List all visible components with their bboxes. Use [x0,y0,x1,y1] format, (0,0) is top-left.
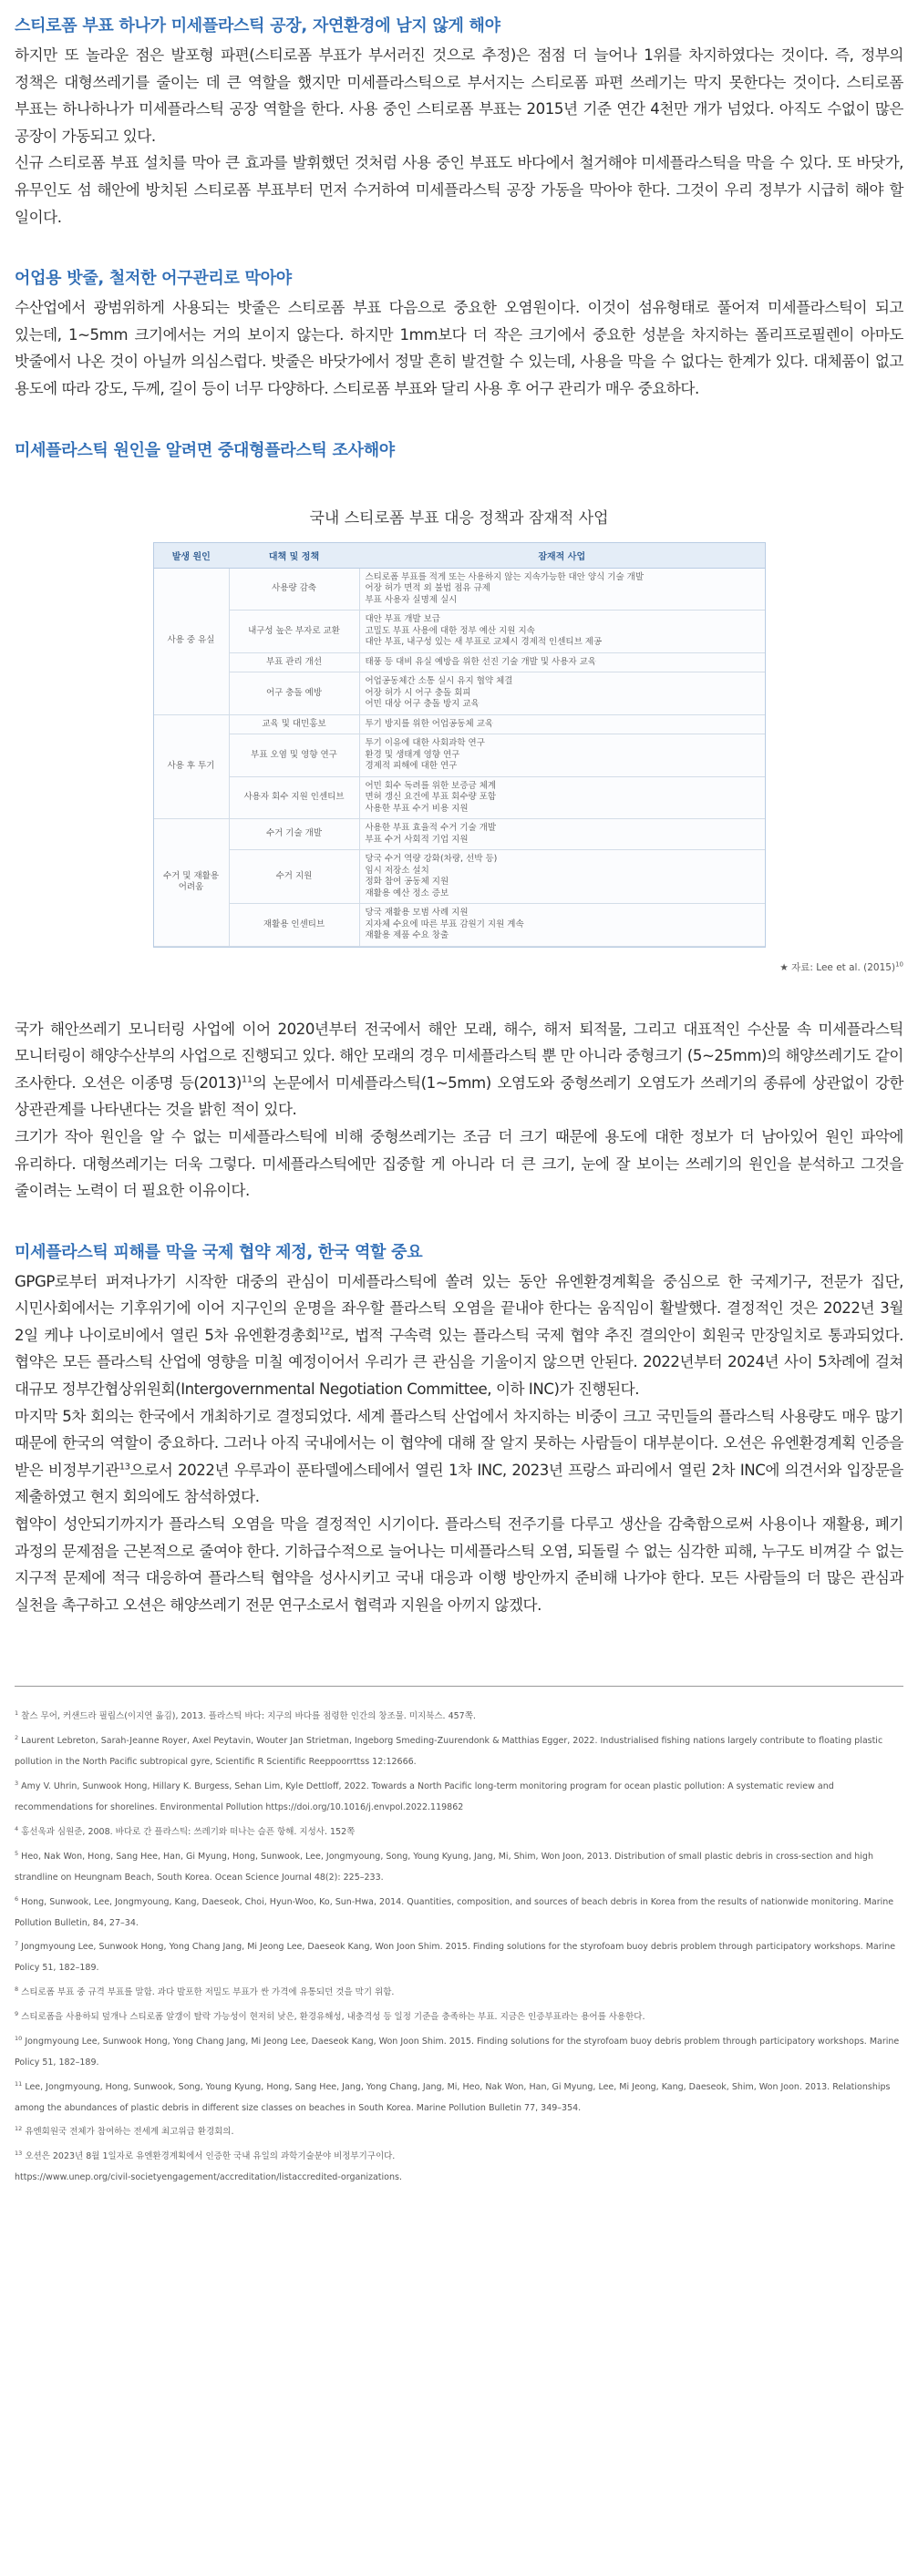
footnote-number: 8 [15,1986,19,1994]
footnote-text: Amy V. Uhrin, Sunwook Hong, Hillary K. Burgess, Sehan Lim, Kyle Dettloff, 2022. Towards a North Pacific long-term monitoring program for ocean plastic pollution: A systematic review and recommendations for shorelines. Environmental Pollution https://doi.org/10.1016/j.envpol.2022.119862 [15,1781,834,1813]
paragraph: 국가 해안쓰레기 모니터링 사업에 이어 2020년부터 전국에서 해안 모래, 해수, 해저 퇴적물, 그리고 대표적인 수산물 속 미세플라스틱 모니터링이 해양수산부의 사업으로 진행되고 있다. 해안 모래의 경우 미세플라스틱 뿐 만 아니라 중형크기 (5~25mm)의 해양쓰레기도 같이 조사한다. 오션은 이종명 등(2013)$^{11}$의 논문에서 미세플라스틱(1~5mm) 오염도와 중형쓰레기 오염도가 쓰레기의 종류에 상관없이 강한 상관관계를 나타낸다는 것을 밝힌 적이 있다. [15,1020,903,1119]
footnote-number: 12 [15,2125,23,2133]
policy-table [154,543,765,947]
footnote-number: 7 [15,1940,19,1948]
section-heading: 미세플라스틱 원인을 알려면 중대형플라스틱 조사해야 [15,440,395,460]
footnote-ref[interactable]: 11 [241,1074,253,1085]
table-cell-projects: 어민 회수 독려를 위한 보증금 체계 면허 갱신 요건에 부표 회수량 포함 사용한 부표 수거 비용 지원 [359,776,765,819]
footnote-number: 9 [15,2010,19,2018]
footnote-text: Lee, Jongmyoung, Hong, Sunwook, Song, Young Kyung, Hong, Sang Hee, Jang, Yong Chang, Jang, Mi, Heo, Nak Won, Han, Gi Myung, Lee, Mi Jeong, Kang, Daeseok, Shim, Won Joon. 2013. Relationships among the abundances of plastic debris in different size classes on beaches in South Korea. Marine Pollution Bulletin 77, 349–354. [15,2081,891,2113]
footnote-item [15,2074,903,2119]
footnote-number: 4 [15,1824,19,1832]
table-header-policy: 대책 및 정책 [229,543,359,569]
paragraph: 수산업에서 광범위하게 사용되는 밧줄은 스티로폼 부표 다음으로 중요한 오염원이다. 이것이 섬유형태로 풀어져 미세플라스틱이 되고 있는데, 1~5mm 크기에서는 거의 보이지 않는다. 하지만 1mm보다 더 작은 크기에서 중요한 성분을 차지하는 폴리프로필렌이 아마도 밧줄에서 나온 것이 아닐까 의심스럽다. 밧줄은 바닷가에서 정말 흔히 발견할 수 있는데, 사용을 막을 수 없다는 한계가 있다. 대체품이 없고 용도에 따라 강도, 두께, 길이 등이 너무 다양하다. 스티로폼 부표와 달리 사용 후 어구 관리가 매우 중요하다. [15,299,903,397]
footnote-item [15,1703,903,1728]
footnote-number: 2 [15,1734,19,1742]
footnote-item [15,1889,903,1935]
table-cell-projects: 사용한 부표 효율적 수거 기술 개발 부표 수거 사회적 기업 지원 [359,819,765,850]
table-cell-projects: 어업공동체간 소통 실시 유지 협약 체결 어장 허가 시 어구 충돌 회피 어민 대상 어구 충돌 방지 교육 [359,672,765,715]
figure-source-label: ★ 자료: Lee et al. (2015) [779,961,896,973]
footnote-number: 10 [15,2034,23,2042]
footnote-text: 스티로폼을 사용하되 덮개나 스티로폼 알갱이 탈락 가능성이 현저히 낮은, 환경유해성, 내충격성 등 일정 기준을 충족하는 부표. 지금은 인증부표라는 용어를 사용한다. [21,2012,645,2023]
table-cell-policy: 수거 지원 [229,850,359,904]
table-cell-cause: 수거 및 재활용 어려움 [154,819,230,947]
footnote-item [15,1728,903,1773]
table-cell-projects: 스티로폼 부표를 적게 또는 사용하지 않는 지속가능한 대안 양식 기술 개발 어장 허가 면적 외 불법 점유 규제 부표 사용자 실명제 실시 [359,568,765,611]
footnote-item [15,1934,903,1979]
table-header-cause: 발생 원인 [154,543,230,569]
table-row [154,850,765,904]
footnote-item [15,1979,903,2004]
table-cell-cause: 사용 중 유실 [154,568,230,714]
footnote-text: Jongmyoung Lee, Sunwook Hong, Yong Chang Jang, Mi Jeong Lee, Daeseok Kang, Won Joon Shim. 2015. Finding solutions for the styrofoam buoy debris problem through participatory workshops. Marine Policy 51, 182–189. [15,1942,896,1974]
footnote-item [15,2119,903,2143]
table-cell-projects: 당국 수거 역량 강화(차량, 선박 등) 임시 저장소 설치 정화 참여 공동체 지원 재활용 예산 정소 증보 [359,850,765,904]
table-header-projects: 잠재적 사업 [359,543,765,569]
table-header-row [154,543,765,569]
table-cell-policy: 사용량 감축 [229,568,359,611]
table-cell-policy: 내구성 높은 부자로 교환 [229,611,359,653]
footnote-number: 13 [15,2150,23,2158]
footnote-item [15,1773,903,1819]
footnote-text: 찰스 무어, 커샌드라 필립스(이지연 옮김), 2013. 플라스틱 바다: 지구의 바다를 점령한 인간의 창조물. 미지북스. 457쪽. [21,1711,476,1722]
footnote-text: Laurent Lebreton, Sarah-Jeanne Royer, Axel Peytavin, Wouter Jan Strietman, Ingeborg Smeding-Zuurendonk & Matthias Egger, 2022. Industrialised fishing nations largely contribute to floating plastic pollution in the North Pacific subtropical gyre, Scientific R Scientific Reeppoorrttss 12:12666. [15,1736,883,1768]
paragraph: 협약이 성안되기까지가 플라스틱 오염을 막을 결정적인 시기이다. 플라스틱 전주기를 다루고 생산을 감축함으로써 사용이나 재활용, 폐기 과정의 문제점을 근본적으로 줄여야 한다. 기하급수적으로 늘어나는 미세플라스틱 오염, 되돌릴 수 없는 심각한 피해, 누구도 비껴갈 수 없는 지구적 문제에 적극 대응하여 플라스틱 협약을 성사시키고 국내 대응과 이행 방안까지 준비해 나가야 한다. 모든 사람들의 더 많은 관심과 실천을 촉구하고 오션은 해양쓰레기 전문 연구소로서 협력과 지원을 아끼지 않겠다. [15,1515,903,1614]
footnote-divider [15,1686,903,1687]
table-cell-policy: 교육 및 대민홍보 [229,714,359,734]
table-row [154,672,765,715]
table-cell-policy: 부표 오염 및 영향 연구 [229,734,359,777]
table-row [154,714,765,734]
policy-table-frame [153,542,766,948]
footnote-item [15,2143,903,2168]
paragraph: 마지막 5차 회의는 한국에서 개최하기로 결정되었다. 세계 플라스틱 산업에서 차지하는 비중이 크고 국민들의 플라스틱 사용량도 매우 많기 때문에 한국의 역할이 중요하다. 그러나 아직 국내에서는 이 협약에 대해 잘 알지 못하는 사람들이 대부분이다. 오션은 유엔환경계획 인증을 받은 비정부기관$^{13}$으로서 2022년 우루과이 푼타델에스테에서 열린 1차 INC, 2023년 프랑스 파리에서 열린 2차 INC에 의견서와 입장문을 제출하였고 현지 회의에도 참석하였다. [15,1407,903,1506]
footnote-text: 유엔회원국 전체가 참여하는 전세계 최고위급 환경회의. [25,2127,234,2138]
footnote-item [15,2004,903,2028]
table-cell-policy: 어구 충돌 예방 [229,672,359,715]
section-heading: 스티로폼 부표 하나가 미세플라스틱 공장, 자연환경에 남지 않게 해야 [15,16,500,36]
table-row [154,734,765,777]
table-row [154,568,765,611]
footnote-number: 3 [15,1780,19,1788]
footnote-text: 오션은 2023년 8월 1일자로 유엔환경계획에서 인증한 국내 유일의 과학기술분야 비정부기구이다. [25,2151,396,2162]
footnote-ref[interactable]: 12 [319,1327,331,1338]
figure-source-footnote-ref: 10 [895,960,903,969]
table-cell-policy: 사용자 회수 지원 인센티브 [229,776,359,819]
table-cell-projects: 당국 재활용 모범 사례 지원 지자체 수요에 따른 부표 감원기 지원 계속 재활용 제품 수요 창출 [359,904,765,947]
table-cell-cause: 사용 후 투기 [154,714,230,819]
footnote-number: 5 [15,1849,19,1857]
section-heading: 어업용 밧줄, 철저한 어구관리로 막아야 [15,269,292,289]
footnote-url[interactable]: https://www.unep.org/civil-societyengagement/accreditation/listaccredited-organizations. [15,2172,402,2183]
table-row [154,611,765,653]
footnotes [15,1703,903,2168]
footnote-item [15,1819,903,1843]
figure-title: 국내 스티로폼 부표 대응 정책과 잠재적 사업 [309,508,609,528]
footnote-text: 홍선욱과 심원준, 2008. 바다로 간 플라스틱: 쓰레기와 떠나는 슬픈 항해. 지성사. 152쪽 [21,1827,356,1838]
paragraph: 신규 스티로폼 부표 설치를 막아 큰 효과를 발휘했던 것처럼 사용 중인 부표도 바다에서 철거해야 미세플라스틱을 막을 수 있다. 또 바닷가, 유무인도 섬 해안에 방치된 스티로폼 부표부터 먼저 수거하여 미세플라스틱 공장 가동을 막아야 한다. 그것이 우리 정부가 시급히 해야 할 일이다. [15,154,903,226]
footnote-item [15,2028,903,2074]
table-cell-policy: 부표 관리 개선 [229,652,359,672]
table-row [154,652,765,672]
table-cell-policy: 수거 기술 개발 [229,819,359,850]
table-cell-projects: 투기 방지를 위한 어업공동체 교육 [359,714,765,734]
table-cell-projects: 태풍 등 대비 유실 예방을 위한 선진 기술 개발 및 사용자 교육 [359,652,765,672]
footnote-number: 11 [15,2079,23,2088]
footnote-text: Jongmyoung Lee, Sunwook Hong, Yong Chang Jang, Mi Jeong Lee, Daeseok Kang, Won Joon Shim. 2015. Finding solutions for the styrofoam buoy debris problem through participatory workshops. Marine Policy 51, 182–189. [15,2037,900,2068]
table-cell-policy: 재활용 인센티브 [229,904,359,947]
table-cell-projects: 대안 부표 개발 보급 고밀도 부표 사용에 대한 정부 예산 지원 지속 대안 부표, 내구성 있는 새 부표로 교체시 경제적 인센티브 제공 [359,611,765,653]
footnote-text: Heo, Nak Won, Hong, Sang Hee, Han, Gi Myung, Hong, Sunwook, Lee, Jongmyoung, Song, Young Kyung, Jang, Mi, Shim, Won Joon, 2013. Distribution of small plastic debris in cross-section and high strandline on Heungnam Beach, South Korea. Ocean Science Journal 48(2): 225–233. [15,1851,873,1883]
paragraph: GPGP로부터 퍼져나가기 시작한 대중의 관심이 미세플라스틱에 쏠려 있는 동안 유엔환경계획을 중심으로 한 국제기구, 전문가 집단, 시민사회에서는 기후위기에 이어 지구인의 운명을 좌우할 플라스틱 오염을 끝내야 한다는 움직임이 활발했다. 결정적인 것은 2022년 3월 2일 케냐 나이로비에서 열린 5차 유엔환경총회$^{12}$로, 법적 구속력 있는 플라스틱 국제 협약 추진 결의안이 회원국 만장일치로 통과되었다. 협약은 모든 플라스틱 산업에 영향을 미칠 예정이어서 우리가 큰 관심을 기울이지 않으면 안된다. 2022년부터 2024년 사이 5차례에 걸쳐 대규모 정부간협상위원회(Intergovernmental Negotiation Committee, 이하 INC)가 진행된다. [15,1272,903,1399]
article [0,13,918,2189]
figure-source [15,960,903,974]
footnote-number: 1 [15,1709,19,1718]
table-body [154,568,765,946]
section-heading: 미세플라스틱 피해를 막을 국제 협약 제정, 한국 역할 중요 [15,1242,423,1262]
table-row [154,819,765,850]
footnote-number: 6 [15,1894,19,1903]
table-row [154,776,765,819]
footnote-ref[interactable]: 13 [119,1462,130,1473]
table-row [154,904,765,947]
footnote-item [15,1843,903,1889]
paragraph: 크기가 작아 원인을 알 수 없는 미세플라스틱에 비해 중형쓰레기는 조금 더 크기 때문에 용도에 대한 정보가 더 남아있어 원인 파악에 유리하다. 대형쓰레기는 더욱 그렇다. 미세플라스틱에만 집중할 게 아니라 더 큰 크기, 눈에 잘 보이는 쓰레기의 원인을 분석하고 그것을 줄이려는 노력이 더 필요한 이유이다. [15,1127,903,1200]
footnote-text: Hong, Sunwook, Lee, Jongmyoung, Kang, Daeseok, Choi, Hyun-Woo, Ko, Sun-Hwa, 2014. Quantities, composition, and sources of beach debris in Korea from the results of nationwide monitoring. Marine Pollution Bulletin, 84, 27–34. [15,1896,894,1928]
paragraph: 하지만 또 놀라운 점은 발포형 파편(스티로폼 부표가 부서러진 것으로 추정)은 점점 더 늘어나 1위를 차지하였다는 것이다. 즉, 정부의 정책은 대형쓰레기를 줄이는 데 큰 역할을 했지만 미세플라스틱으로 부서지는 스티로폼 파편 쓰레기는 막지 못한다는 것이다. 스티로폼 부표는 하나하나가 미세플라스틱 공장 역할을 한다. 사용 중인 스티로폼 부표는 2015년 기준 연간 4천만 개가 넘었다. 아직도 수없이 많은 공장이 가동되고 있다. [15,46,903,145]
table-cell-projects: 투기 이유에 대한 사회과학 연구 환경 및 생태계 영향 연구 경제적 피해에 대한 연구 [359,734,765,777]
footnote-text: 스티로폼 부표 중 규격 부표를 말함. 과다 발포한 저밀도 부표가 싼 가격에 유통되던 것을 막기 위함. [21,1987,395,1998]
